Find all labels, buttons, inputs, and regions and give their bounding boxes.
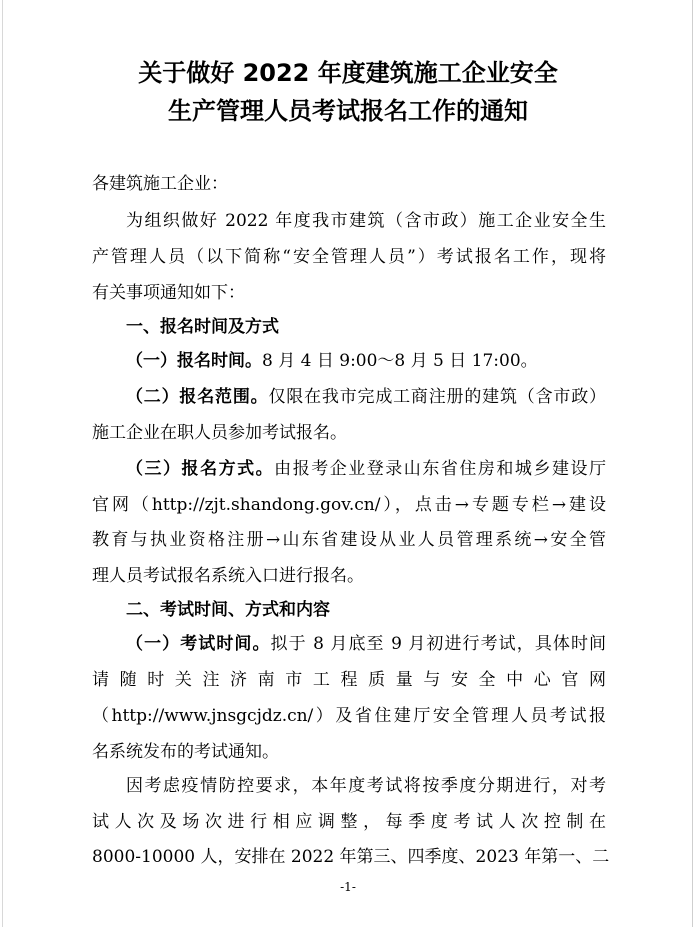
section-2-para-line-3: 8000-10000 人，安排在 2022 年第三、四季度、2023 年第一、二: [92, 847, 610, 867]
item-text: 8 月 4 日 9:00～8 月 5 日 17:00。: [262, 351, 538, 371]
salutation: 各建筑施工企业：: [92, 174, 228, 194]
section-2-para-line-1: 因考虑疫情防控要求，本年度考试将按季度分期进行，对考: [126, 776, 606, 796]
section-2-item-1-line-3: （http://www.jnsgcjdz.cn/）及省住建厅安全管理人员考试报: [92, 706, 606, 726]
intro-line-3: 有关事项通知如下：: [92, 283, 245, 303]
page-left-edge: [2, 0, 3, 927]
section-2-item-1-line-2: 请随时关注济南市工程质量与安全中心官网: [92, 670, 606, 690]
section-1-item-3-line-3: 教育与执业资格注册→山东省建设从业人员管理系统→安全管: [92, 530, 606, 550]
document-title-line-1: 关于做好 2022 年度建筑施工企业安全: [138, 59, 558, 87]
intro-line-1: 为组织做好 2022 年度我市建筑（含市政）施工企业安全生: [126, 211, 606, 231]
section-1-item-3-line-2: 官网（http://zjt.shandong.gov.cn/），点击→专题专栏→建设: [92, 495, 606, 515]
section-1-item-2-line-1: [126, 386, 606, 408]
item-label: （三）报名方式。: [126, 459, 275, 479]
item-text: 仅限在我市完成工商注册的建筑（含市政）: [268, 387, 607, 407]
section-2-heading: 二、考试时间、方式和内容: [126, 600, 330, 620]
item-label: （二）报名范围。: [126, 387, 269, 407]
section-2-item-1-line-1: [126, 633, 606, 655]
document-title-line-2: 生产管理人员考试报名工作的通知: [168, 97, 528, 125]
item-text: 由报考企业登录山东省住房和城乡建设厅: [274, 459, 607, 479]
section-2-para-line-2: 试人次及场次进行相应调整，每季度考试人次控制在: [92, 812, 606, 832]
section-1-item-3-line-4: 理人员考试报名系统入口进行报名。: [92, 566, 364, 586]
page-right-edge: [692, 0, 693, 927]
item-label: （一）报名时间。: [126, 351, 262, 371]
intro-line-2: 产管理人员（以下简称“安全管理人员”）考试报名工作，现将: [92, 247, 606, 267]
page-number: -1-: [340, 880, 356, 894]
section-1-item-3-line-1: [126, 458, 606, 480]
section-2-item-1-line-4: 名系统发布的考试通知。: [92, 742, 279, 762]
item-label: （一）考试时间。: [126, 634, 271, 654]
section-1-heading: 一、报名时间及方式: [126, 317, 279, 337]
item-text: 拟于 8 月底至 9 月初进行考试，具体时间: [270, 634, 607, 654]
section-1-item-2-line-2: 施工企业在职人员参加考试报名。: [92, 423, 347, 443]
section-1-item-1: [126, 350, 606, 372]
